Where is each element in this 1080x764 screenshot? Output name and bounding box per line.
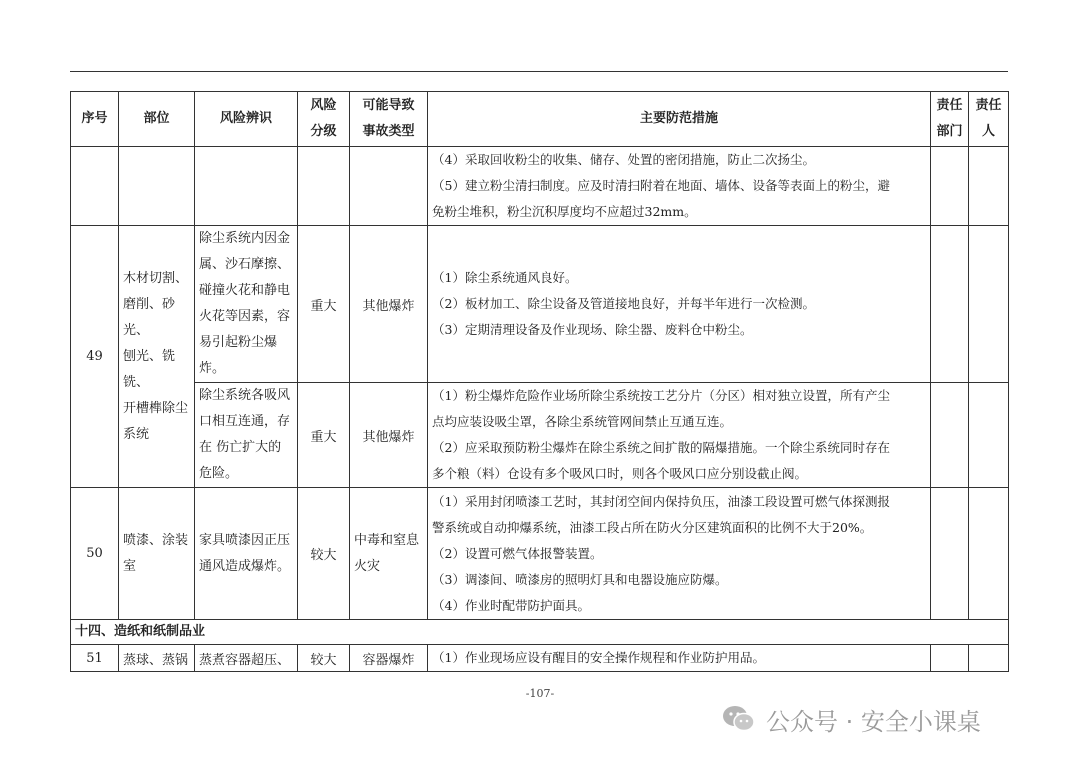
measure-line: 多个粮（料）仓设有多个吸风口时，则各个吸风口应分别设截止阀。: [432, 466, 808, 481]
section-title: 十四、造纸和纸制品业: [71, 620, 1009, 645]
cell-accident: [350, 147, 428, 226]
risk-line: 碰撞火花和静电: [199, 283, 291, 298]
cell-seq: [71, 147, 119, 226]
header-person-line1: 责任: [975, 98, 1002, 113]
cell-seq: 50: [71, 488, 119, 620]
cell-level: 重大: [298, 226, 350, 383]
table-row: [71, 147, 1009, 226]
location-line: 开槽榫除尘: [123, 400, 189, 416]
cell-location: 蒸球、蒸锅: [119, 645, 195, 672]
cell-level: [298, 147, 350, 226]
location-line: 系统: [123, 426, 150, 442]
table-header-row: [71, 92, 1009, 147]
cell-measures: [428, 226, 931, 383]
measure-line: （3）调漆间、喷漆房的照明灯具和电器设施应防爆。: [432, 571, 728, 587]
accident-line: 火灾: [354, 558, 381, 574]
cell-measures: [428, 147, 931, 226]
measure-line: （2）板材加工、除尘设备及管道接地良好，并每半年进行一次检测。: [432, 296, 815, 311]
cell-dept: [931, 383, 969, 488]
cell-risk: [195, 147, 298, 226]
location-line: 木材切割、: [123, 270, 189, 286]
header-accident-line1: 可能导致: [362, 98, 415, 113]
cell-person: [969, 147, 1009, 226]
measure-line: （4）采取回收粉尘的收集、储存、处置的密闭措施，防止二次扬尘。: [432, 152, 815, 167]
header-dept: [931, 92, 969, 147]
header-accident: [350, 92, 428, 147]
cell-seq: 49: [71, 226, 119, 488]
risk-line: 在 伤亡扩大的: [199, 440, 282, 455]
risk-line: 易引起粉尘爆: [199, 335, 278, 350]
location-line: 喷漆、涂装: [123, 532, 189, 548]
measure-line: （1）除尘系统通风良好。: [432, 270, 578, 285]
cell-location: [119, 226, 195, 488]
cell-location: [119, 147, 195, 226]
cell-level: 重大: [298, 383, 350, 488]
cell-risk: [195, 383, 298, 488]
watermark: [722, 698, 1052, 740]
risk-line: 火花等因素，容: [199, 309, 291, 324]
wechat-icon: [722, 704, 756, 734]
cell-accident: [350, 488, 428, 620]
risk-line: 除尘系统内因金: [199, 231, 291, 246]
cell-person: [969, 383, 1009, 488]
cell-person: [969, 226, 1009, 383]
cell-dept: [931, 488, 969, 620]
header-measures: 主要防范措施: [428, 92, 931, 147]
header-location: 部位: [119, 92, 195, 147]
measure-line: （2）应采取预防粉尘爆炸在除尘系统之间扩散的隔爆措施。一个除尘系统同时存在: [432, 440, 890, 455]
risk-line: 炸。: [199, 361, 226, 376]
cell-risk: 蒸煮容器超压、: [195, 645, 298, 672]
header-risk-id: 风险辨识: [195, 92, 298, 147]
measure-line: （3）定期清理设备及作业现场、除尘器、废料仓中粉尘。: [432, 322, 753, 337]
cell-level: 较大: [298, 488, 350, 620]
table-row: [71, 383, 1009, 488]
measure-line: （1）采用封闭喷漆工艺时，其封闭空间内保持负压，油漆工段设置可燃气体探测报: [432, 493, 890, 509]
cell-risk: [195, 488, 298, 620]
cell-measures: [428, 383, 931, 488]
cell-dept: [931, 147, 969, 226]
section-row: [71, 620, 1009, 645]
cell-person: [969, 645, 1009, 672]
risk-table: [70, 91, 1009, 672]
risk-line: 通风造成爆炸。: [199, 558, 291, 574]
header-level-line2: 分级: [310, 124, 337, 139]
measure-line: （1）作业现场应设有醒目的安全操作规程和作业防护用品。: [432, 650, 765, 665]
location-line: 磨削、砂光、: [123, 296, 176, 338]
top-rule: [70, 71, 1008, 72]
measure-line: 点均应装设吸尘罩，各除尘系统管网间禁止互通互连。: [432, 414, 733, 429]
cell-dept: [931, 226, 969, 383]
risk-line: 口相互连通，存: [199, 414, 291, 429]
cell-dept: [931, 645, 969, 672]
measure-line: 警系统或自动抑爆系统，油漆工段占所在防火分区建筑面积的比例不大于20%。: [432, 519, 873, 535]
cell-person: [969, 488, 1009, 620]
cell-seq: 51: [71, 645, 119, 672]
measure-line: 免粉尘堆积，粉尘沉积厚度均不应超过32mm。: [432, 204, 697, 219]
location-line: 刨光、铣铣、: [123, 348, 176, 390]
measure-line: （1）粉尘爆炸危险作业场所除尘系统按工艺分片（分区）相对独立设置，所有产尘: [432, 388, 890, 403]
page-number: -107-: [525, 687, 555, 700]
cell-level: 较大: [298, 645, 350, 672]
measure-line: （5）建立粉尘清扫制度。应及时清扫附着在地面、墙体、设备等表面上的粉尘，避: [432, 178, 890, 193]
cell-accident: 其他爆炸: [350, 383, 428, 488]
header-person: [969, 92, 1009, 147]
cell-location: [119, 488, 195, 620]
risk-line: 危险。: [199, 466, 239, 481]
table-row: [71, 488, 1009, 620]
table-row: [71, 226, 1009, 383]
header-person-line2: 人: [981, 124, 995, 139]
location-line: 室: [123, 558, 137, 574]
cell-accident: 其他爆炸: [350, 226, 428, 383]
cell-accident: 容器爆炸: [350, 645, 428, 672]
cell-risk: [195, 226, 298, 383]
accident-line: 中毒和窒息: [354, 532, 420, 548]
measure-line: （2）设置可燃气体报警装置。: [432, 545, 603, 561]
header-level: [298, 92, 350, 147]
header-level-line1: 风险: [310, 98, 337, 113]
measure-line: （4）作业时配带防护面具。: [432, 597, 590, 613]
cell-measures: [428, 645, 931, 672]
risk-line: 家具喷漆因正压: [199, 532, 291, 548]
cell-measures: [428, 488, 931, 620]
header-dept-line1: 责任: [936, 98, 963, 113]
header-accident-line2: 事故类型: [362, 124, 415, 139]
risk-line: 属、沙石摩擦、: [199, 257, 291, 272]
watermark-text: 公众号 · 安全小课桌: [766, 707, 981, 736]
risk-line: 除尘系统各吸风: [199, 388, 291, 403]
table-row: [71, 645, 1009, 672]
header-seq: 序号: [71, 92, 119, 147]
header-dept-line2: 部门: [936, 124, 963, 139]
